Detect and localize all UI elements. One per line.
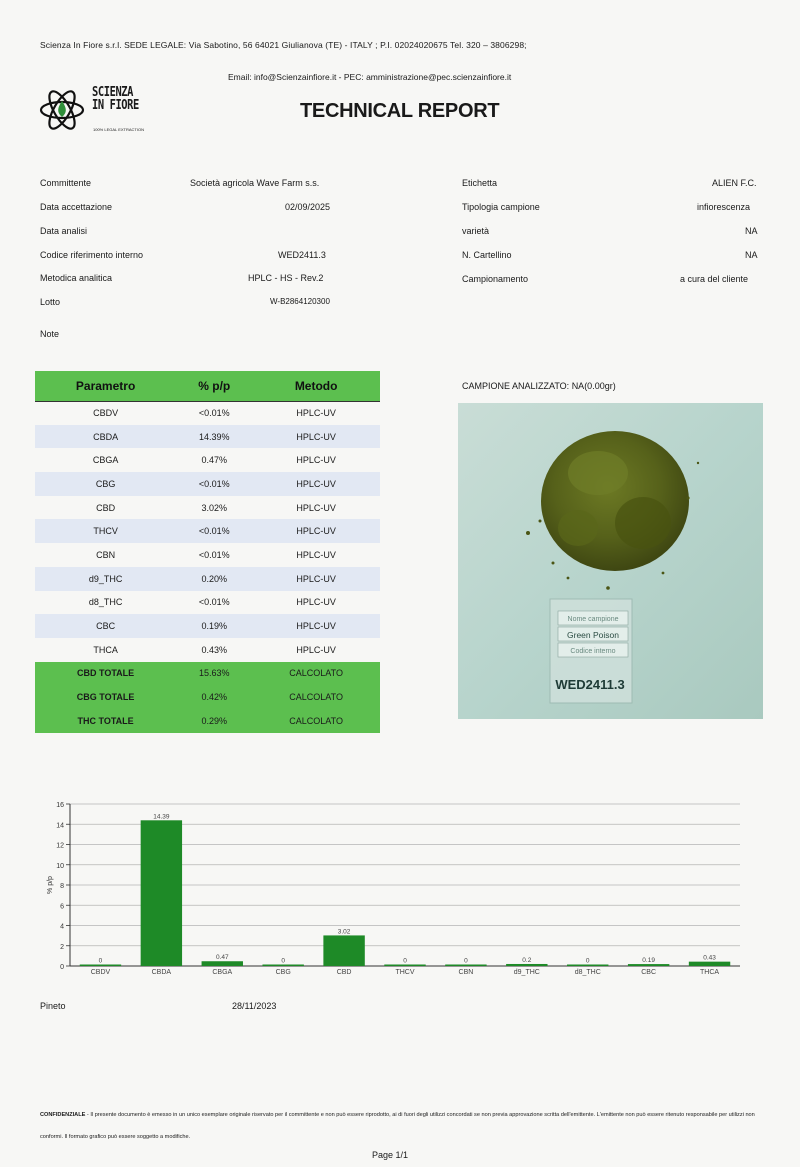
x-tick-label: CBN [458, 969, 474, 976]
photo-label-line3: Codice interno [570, 648, 616, 655]
cell-method: HPLC-UV [296, 549, 336, 560]
total-row [35, 662, 380, 686]
table-row [35, 496, 380, 520]
info-codice-label: Codice riferimento interno [40, 250, 144, 260]
confidential-label: CONFIDENZIALE [40, 1112, 86, 1118]
info-metodica-label: Metodica analitica [40, 273, 113, 283]
results-table [35, 371, 380, 733]
bar-d8_THC [567, 965, 608, 967]
cell-method: CALCOLATO [252, 709, 380, 733]
cell-method: HPLC-UV [296, 644, 336, 655]
logo-subtext: 100% LEGAL EXTRACTION [93, 127, 144, 132]
info-varieta-value: NA [745, 226, 758, 236]
cell-method: HPLC-UV [296, 455, 336, 466]
data-label-THCV: 0 [403, 957, 407, 965]
cell-param: THCV [35, 519, 176, 543]
footer-date: 28/11/2023 [232, 1001, 277, 1011]
bar-CBD [323, 935, 364, 966]
data-label-CBGA: 0.47 [215, 954, 229, 962]
y-tick-label: 8 [60, 883, 64, 890]
x-tick-label: CBC [641, 969, 657, 976]
info-tipologia-value: infiorescenza [697, 202, 751, 212]
email-line: Email: info@Scienzainfiore.it - PEC: amministrazione@pec.scienzainfiore.it [228, 72, 512, 82]
info-codice-value: WED2411.3 [278, 250, 326, 260]
cell-param: CBG TOTALE [35, 685, 176, 709]
cell-value: 0.43% [201, 644, 228, 655]
cell-param: CBG [35, 472, 176, 496]
photo-label-line2: Green Poison [567, 630, 619, 640]
cell-value: 15.63% [176, 662, 252, 686]
info-campionamento-value: a cura del cliente [680, 274, 749, 284]
data-label-CBDV: 0 [98, 957, 103, 965]
cell-method: CALCOLATO [252, 662, 380, 686]
bar-CBN [445, 965, 486, 967]
cell-value: <0.01% [176, 472, 252, 496]
x-tick-label: CBD [336, 969, 352, 976]
x-tick-label: THCV [395, 969, 415, 976]
info-metodica-value: HPLC - HS - Rev.2 [248, 273, 324, 283]
info-committente-label: Committente [40, 178, 92, 188]
footer-place: Pineto [40, 1001, 66, 1011]
info-data-accettazione-value: 02/09/2025 [285, 202, 331, 212]
col-header-metodo: Metodo [252, 371, 380, 401]
bar-CBDV [80, 965, 121, 967]
table-row [35, 638, 380, 662]
bar-CBGA [202, 961, 243, 966]
table-header-row [35, 371, 380, 401]
cell-value: 0.19% [176, 614, 252, 638]
total-row [35, 685, 380, 709]
x-tick-label: d9_THC [513, 969, 540, 976]
cell-param: CBC [35, 614, 176, 638]
cell-param: CBGA [92, 455, 119, 466]
y-axis-label: % p/p [47, 876, 54, 894]
table-row [35, 567, 380, 591]
data-label-CBDA: 14.39 [153, 813, 170, 821]
page-title: TECHNICAL REPORT [300, 100, 500, 122]
x-tick-label: THCA [700, 969, 720, 976]
info-note-label: Note [40, 329, 60, 339]
info-tipologia-label: Tipologia campione [462, 202, 540, 212]
col-header-percent: % p/p [176, 371, 252, 401]
table-row [35, 614, 380, 638]
photo-label-code: WED2411.3 [555, 677, 625, 692]
data-label-CBG: 0 [281, 957, 285, 965]
cell-value: 14.39% [176, 425, 252, 449]
col-header-parametro: Parametro [35, 371, 176, 401]
cell-param: THCA [93, 644, 118, 655]
data-label-d8_THC: 0 [585, 957, 590, 965]
y-tick-label: 12 [56, 842, 64, 850]
confidential-text: - Il presente documento è emesso in un unico esemplare originale riservato per il committente e non può essere riprodotto, ai di fuori degli utilizzi concordati se non previa approvazione scritta dell'emittente. L'emittente non può essere ritenuto responsabile per utilizzi non conformi. Il formato grafico può essere soggetto a modifiche. [40, 1112, 755, 1140]
table-row [35, 472, 380, 496]
cell-value: 0.42% [176, 685, 252, 709]
info-lotto-label: Lotto [40, 297, 61, 307]
cell-method: HPLC-UV [252, 472, 380, 496]
x-tick-label: CBDV [90, 969, 111, 976]
data-label-CBC: 0.19 [642, 957, 655, 965]
info-cartellino-value: NA [745, 250, 758, 260]
table-row [35, 425, 380, 449]
data-label-CBN: 0 [464, 957, 468, 965]
cell-method: HPLC-UV [252, 567, 380, 591]
data-label-CBD: 3.02 [337, 928, 351, 936]
cell-param: CBN [96, 549, 116, 560]
info-campionamento-label: Campionamento [462, 274, 529, 284]
photo-label-line1: Nome campione [567, 616, 619, 623]
cell-method: HPLC-UV [252, 614, 380, 638]
cell-value: <0.01% [176, 401, 252, 425]
y-tick-label: 2 [60, 943, 64, 951]
x-tick-label: CBG [275, 969, 291, 976]
info-etichetta-label: Etichetta [462, 178, 498, 188]
table-row [35, 543, 380, 567]
y-tick-label: 0 [60, 964, 64, 971]
y-tick-label: 4 [60, 923, 64, 931]
cell-method: CALCOLATO [252, 685, 380, 709]
x-tick-label: CBGA [212, 969, 233, 976]
sample-photo-caption: CAMPIONE ANALIZZATO: NA(0.00gr) [462, 381, 616, 391]
total-row [35, 709, 380, 733]
cell-value: <0.01% [198, 597, 230, 608]
info-lotto-value: W-B2864120300 [270, 297, 330, 306]
y-tick-label: 10 [56, 862, 64, 870]
info-data-accettazione-label: Data accettazione [40, 202, 113, 212]
y-tick-label: 16 [56, 802, 64, 809]
cell-value: 0.20% [176, 567, 252, 591]
info-cartellino-label: N. Cartellino [462, 250, 512, 260]
table-row [35, 519, 380, 543]
logo-wordmark: SCIENZA IN FIORE [92, 85, 139, 113]
data-label-d9_THC: 0.2 [522, 956, 532, 964]
y-tick-label: 14 [56, 822, 64, 830]
cell-param: d8_THC [88, 597, 123, 608]
bar-CBC [628, 964, 669, 966]
cell-value: <0.01% [176, 519, 252, 543]
info-committente-value: Società agricola Wave Farm s.s. [190, 178, 320, 188]
bar-d9_THC [506, 964, 547, 966]
cell-param: d9_THC [35, 567, 176, 591]
cell-value: 0.47% [201, 455, 228, 466]
cell-value: <0.01% [198, 549, 230, 560]
bar-THCA [689, 962, 730, 966]
company-info-line: Scienza In Fiore s.r.l. SEDE LEGALE: Via Sabotino, 56 64021 Giulianova (TE) - ITALY ; P.I. 02024020675 Tel. 320 – 3806298; [40, 40, 527, 50]
info-etichetta-value: ALIEN F.C. [712, 178, 757, 188]
info-varieta-label: varietà [462, 226, 490, 236]
page-number: Page 1/1 [372, 1150, 409, 1160]
cell-method: HPLC-UV [252, 401, 380, 425]
confidentiality-notice [40, 1104, 760, 1148]
cell-value: 0.29% [176, 709, 252, 733]
cell-param: CBD [96, 502, 116, 513]
cannabinoid-bar-chart [40, 798, 750, 983]
bar-THCV [384, 965, 425, 967]
data-label-THCA: 0.43 [703, 954, 716, 962]
table-row [35, 448, 380, 472]
cell-method: HPLC-UV [252, 519, 380, 543]
cell-param: CBDV [35, 401, 176, 425]
cell-param: CBD TOTALE [35, 662, 176, 686]
bar-CBG [262, 965, 303, 967]
sample-photo [458, 403, 763, 719]
table-row [35, 401, 380, 425]
cell-method: HPLC-UV [252, 425, 380, 449]
x-tick-label: d8_THC [574, 969, 601, 976]
cell-method: HPLC-UV [296, 502, 336, 513]
cell-param: THC TOTALE [35, 709, 176, 733]
cell-method: HPLC-UV [296, 597, 336, 608]
x-tick-label: CBDA [151, 969, 172, 976]
y-tick-label: 6 [60, 903, 64, 911]
cell-value: 3.02% [201, 502, 228, 513]
table-row [35, 591, 380, 615]
cell-param: CBDA [35, 425, 176, 449]
info-data-analisi-label: Data analisi [40, 226, 88, 236]
bar-CBDA [141, 820, 182, 966]
